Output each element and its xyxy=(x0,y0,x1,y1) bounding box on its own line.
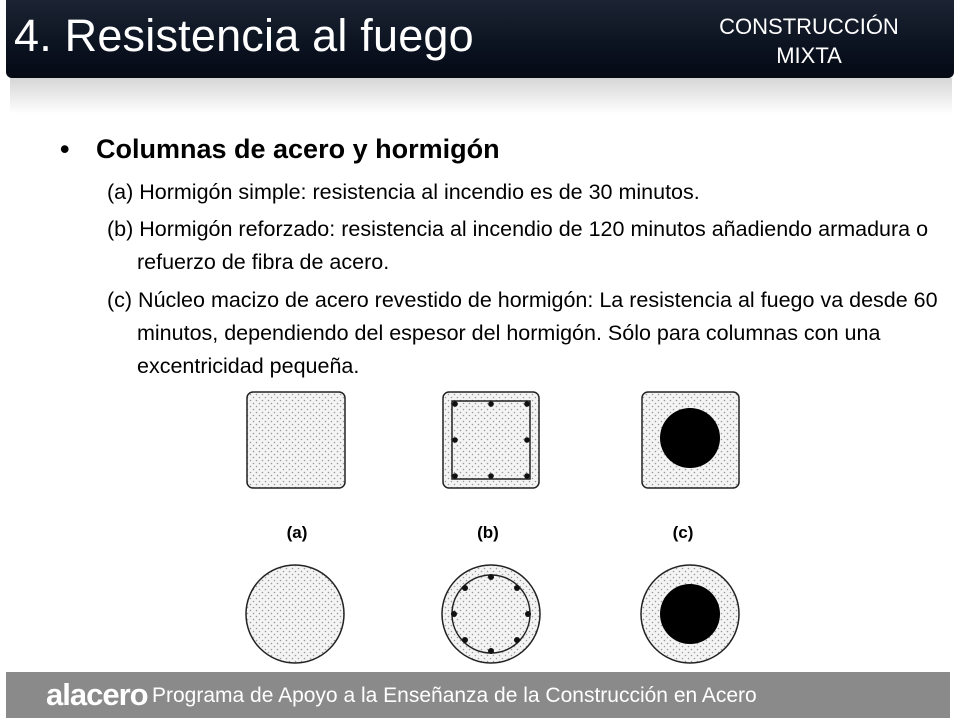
item-b: (b) Hormigón reforzado: resistencia al incendio de 120 minutos añadiendo armadura o refuerzo de fibra de acero. xyxy=(107,217,929,274)
slide-title: 4. Resistencia al fuego xyxy=(14,10,474,61)
item-a: (a) Hormigón simple: resistencia al incendio es de 30 minutos. xyxy=(107,180,700,204)
item-c: (c) Núcleo macizo de acero revestido de hormigón: La resistencia al fuego va desde 60 minutos, dependiendo del espesor del hormigón. Sólo para columnas con una excentricidad pequeña. xyxy=(107,288,938,378)
square-reinforced-concrete xyxy=(443,392,539,488)
figure-label-b: (b) xyxy=(477,523,499,542)
figure-label-a: (a) xyxy=(286,523,308,542)
heading-text: Columnas de acero y hormigón xyxy=(96,134,500,164)
footer-text: Programa de Apoyo a la Enseñanza de la Construcción en Acero xyxy=(152,684,757,707)
square-encased-steel-core xyxy=(642,392,739,488)
figure-label-c: (c) xyxy=(672,523,694,542)
footer-bar xyxy=(6,672,950,718)
brand-line-2: MIXTA xyxy=(776,43,842,68)
alacero-logo: alacero xyxy=(46,677,148,712)
brand-line-1: CONSTRUCCIÓN xyxy=(719,14,899,39)
bullet-marker: • xyxy=(60,134,70,164)
square-plain-concrete xyxy=(247,392,345,488)
